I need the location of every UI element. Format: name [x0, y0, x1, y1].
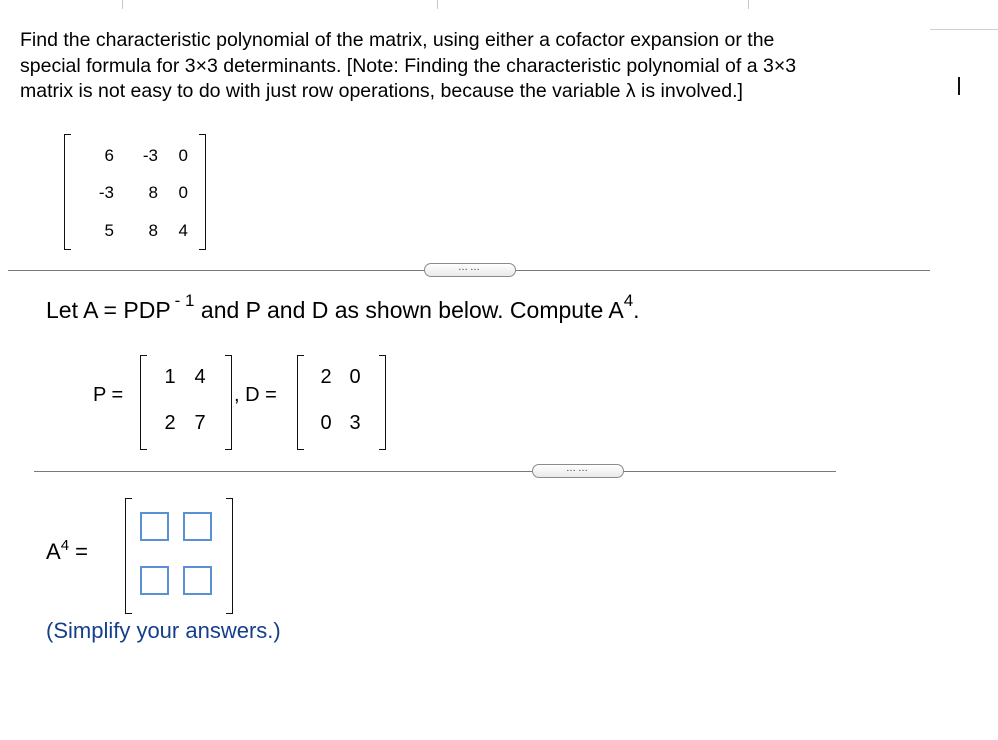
answer-input-r2c2[interactable]	[183, 566, 212, 595]
matrix-cell: 4	[178, 221, 188, 240]
d-label: , D =	[234, 384, 277, 406]
answer-right-bracket	[226, 498, 233, 614]
d-cell: 3	[349, 412, 361, 434]
top-divider-tick	[748, 0, 749, 9]
answer-left-bracket	[125, 498, 132, 614]
matrix-cell: 8	[148, 183, 158, 202]
question2-end: .	[633, 297, 640, 323]
side-divider	[930, 29, 998, 30]
matrix-cell: -3	[98, 183, 114, 202]
p-cell: 7	[194, 412, 206, 434]
matrix-cell: -3	[142, 146, 158, 165]
answer-equals: =	[75, 539, 89, 564]
p-label: P =	[93, 384, 124, 406]
answer-lhs: A	[46, 539, 61, 564]
p-cell: 2	[164, 412, 176, 434]
top-divider-tick	[437, 0, 438, 9]
matrix-right-bracket	[199, 134, 206, 250]
matrix-left-bracket	[64, 134, 71, 250]
d-left-bracket	[297, 355, 304, 450]
question1-line: special formula for 3×3 determinants. [Note: Finding the characteristic polynomial of a 3×3	[20, 54, 797, 77]
power-exponent: 4	[623, 291, 634, 310]
matrix-cell: 8	[148, 221, 158, 240]
inverse-exponent: - 1	[174, 291, 195, 310]
d-cell: 0	[320, 412, 332, 434]
expand-toggle-button[interactable]: ……	[532, 464, 624, 478]
d-right-bracket	[379, 355, 386, 450]
question1-text	[20, 28, 900, 105]
expand-toggle-button[interactable]: ……	[424, 263, 516, 277]
matrix-cell: 0	[178, 146, 188, 165]
p-right-bracket	[225, 355, 232, 450]
question2-text	[46, 291, 640, 324]
matrix-cell: 0	[178, 183, 188, 202]
answer-exponent: 4	[60, 537, 70, 554]
p-cell: 1	[164, 366, 176, 388]
p-left-bracket	[140, 355, 147, 450]
question2-prefix: Let A = PDP	[46, 297, 171, 323]
text-cursor	[958, 77, 960, 95]
d-cell: 0	[349, 366, 361, 388]
p-cell: 4	[194, 366, 206, 388]
question2-suffix: and P and D as shown below. Compute A	[194, 297, 624, 323]
matrix-cell: 5	[104, 221, 114, 240]
answer-input-r1c1[interactable]	[140, 512, 169, 541]
top-divider-tick	[122, 0, 123, 9]
question1-line: matrix is not easy to do with just row operations, because the variable λ is involved.]	[20, 80, 743, 102]
answer-input-r2c1[interactable]	[140, 566, 169, 595]
answer-input-r1c2[interactable]	[183, 512, 212, 541]
answer-instruction: (Simplify your answers.)	[46, 618, 281, 643]
question1-line: Find the characteristic polynomial of the matrix, using either a cofactor expansion or the	[20, 29, 775, 51]
matrix-cell: 6	[104, 146, 114, 165]
answer-label	[46, 537, 89, 564]
section-divider	[34, 471, 836, 472]
d-cell: 2	[320, 366, 332, 388]
